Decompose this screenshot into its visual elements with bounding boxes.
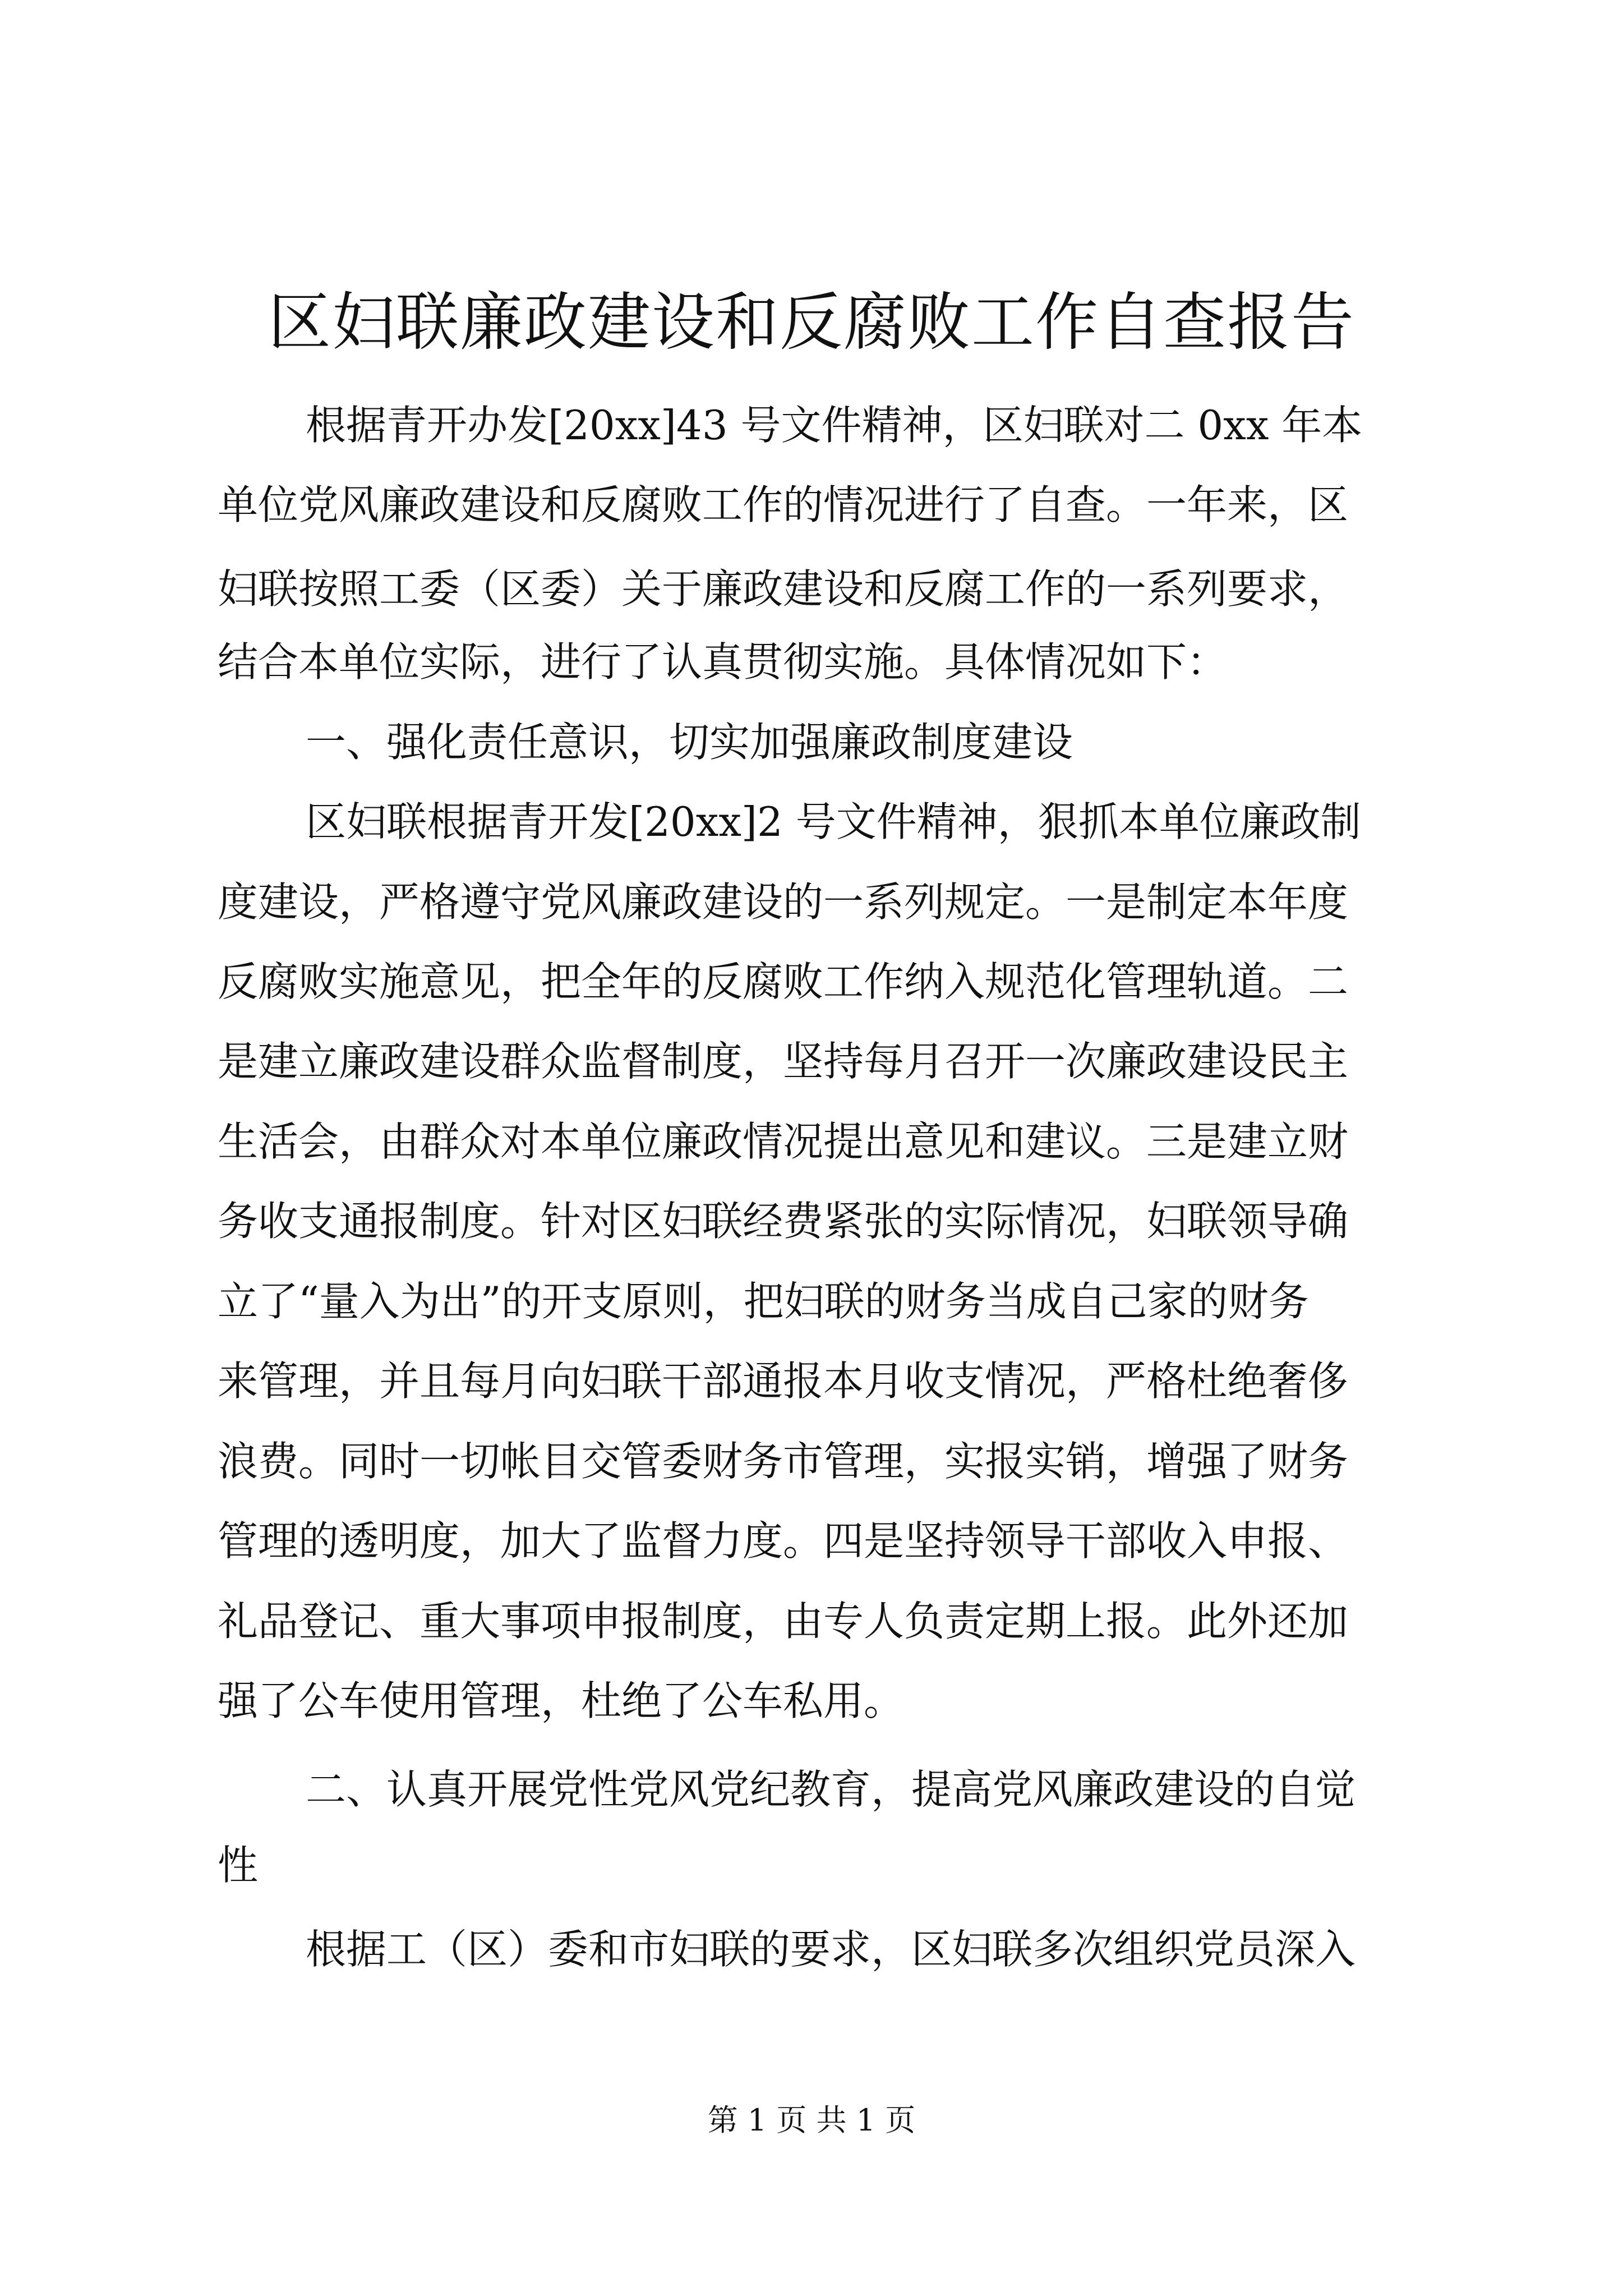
paragraph-line: 区妇联根据青开发[20xx]2 号文件精神，狠抓本单位廉政制 [306,798,1361,845]
paragraph-line: 结合本单位实际，进行了认真贯彻实施。具体情况如下： [218,638,1228,685]
page-footer: 第 1 页 共 1 页 [707,2102,916,2138]
document-title: 区妇联廉政建设和反腐败工作自查报告 [268,286,1355,359]
paragraph-line: 度建设，严格遵守党风廉政建设的一系列规定。一是制定本年度 [218,878,1349,926]
paragraph-line: 务收支通报制度。针对区妇联经费紧张的实际情况，妇联领导确 [218,1198,1349,1245]
paragraph-line: 妇联按照工委（区委）关于廉政建设和反腐工作的一系列要求， [218,565,1349,613]
paragraph-line: 立了“量入为出”的开支原则，把妇联的财务当成自己家的财务 [218,1278,1309,1325]
section-heading: 一、强化责任意识，切实加强廉政制度建设 [306,719,1073,766]
paragraph-line: 来管理，并且每月向妇联干部通报本月收支情况，严格杜绝奢侈 [218,1358,1349,1405]
paragraph-line: 礼品登记、重大事项申报制度，由专人负责定期上报。此外还加 [218,1598,1349,1645]
paragraph-line: 单位党风廉政建设和反腐败工作的情况进行了自查。一年来，区 [218,481,1349,528]
paragraph-line: 根据工（区）委和市妇联的要求，区妇联多次组织党员深入 [306,1926,1356,1973]
paragraph-line: 强了公车使用管理，杜绝了公车私用。 [218,1677,905,1724]
paragraph-line: 浪费。同时一切帐目交管委财务市管理，实报实销，增强了财务 [218,1438,1349,1485]
section-heading-continued: 性 [218,1842,259,1889]
section-heading: 二、认真开展党性党风党纪教育，提高党风廉政建设的自觉 [306,1766,1356,1813]
paragraph-line: 管理的透明度，加大了监督力度。四是坚持领导干部收入申报、 [218,1517,1349,1565]
paragraph-line: 根据青开办发[20xx]43 号文件精神，区妇联对二 0xx 年本 [306,402,1363,449]
paragraph-line: 反腐败实施意见，把全年的反腐败工作纳入规范化管理轨道。二 [218,958,1349,1005]
paragraph-line: 生活会，由群众对本单位廉政情况提出意见和建议。三是建立财 [218,1118,1349,1165]
paragraph-line: 是建立廉政建设群众监督制度，坚持每月召开一次廉政建设民主 [218,1038,1349,1085]
